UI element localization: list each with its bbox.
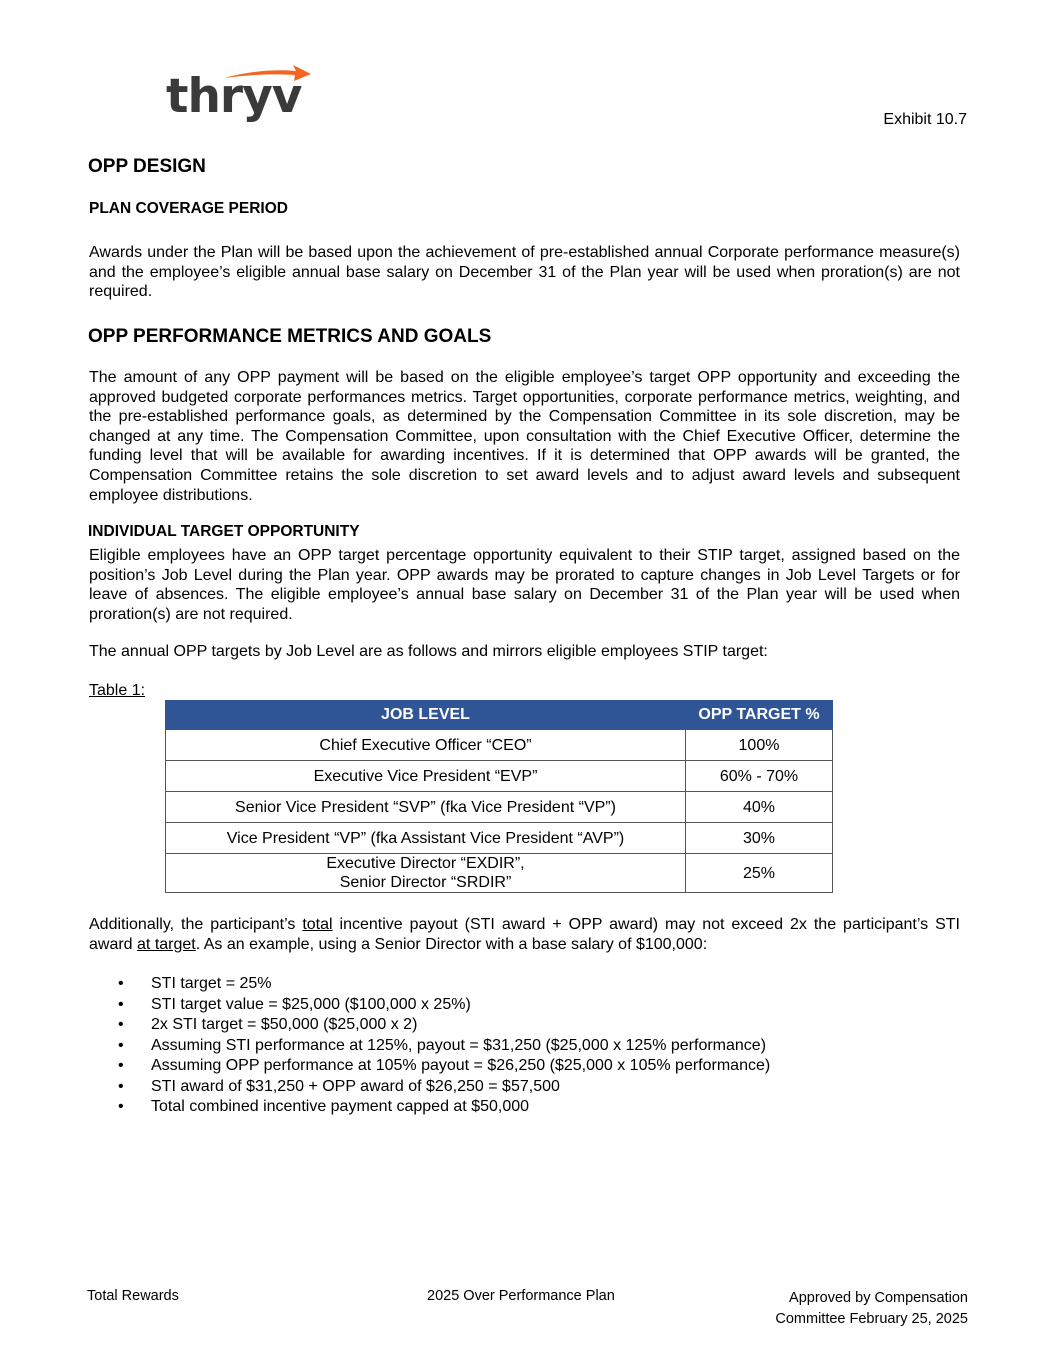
opp-design-title: OPP DESIGN (88, 156, 206, 177)
additional-text: . As an example, using a Senior Director with a base salary of $100,000: (195, 935, 708, 953)
individual-title: INDIVIDUAL TARGET OPPORTUNITY (88, 523, 360, 540)
thryv-logo (166, 62, 316, 124)
job-level-line: Executive Director “EXDIR”, (326, 855, 525, 872)
target-cell: 40% (686, 792, 833, 823)
target-cell: 60% - 70% (686, 761, 833, 792)
metrics-title: OPP PERFORMANCE METRICS AND GOALS (88, 326, 492, 347)
job-level-cell (166, 854, 686, 893)
individual-paragraph: Eligible employees have an OPP target percentage opportunity equivalent to their STIP target, assigned based on the position’s Job Level during the Plan year. OPP awards may be prorated to capture changes in Job Level Targets or for leave of absences. The eligible employee’s annual base salary on December 31 of the Plan year will be used when proration(s) are not required. (89, 547, 960, 623)
header-job-level: JOB LEVEL (166, 701, 686, 730)
job-level-line: Senior Director “SRDIR” (339, 874, 512, 891)
additional-text: incentive payout (STI award + OPP award) may not exceed 2x the participant’s STI award (89, 916, 960, 953)
job-level-cell: Chief Executive Officer “CEO” (166, 730, 686, 761)
target-cell: 30% (686, 823, 833, 854)
footer-right-line: Committee February 25, 2025 (775, 1311, 968, 1327)
table-header-row (166, 701, 833, 730)
total-underlined: total (302, 916, 333, 933)
example-bullet-list (110, 974, 770, 1118)
list-item: • STI target = 25% (110, 974, 770, 995)
coverage-title: PLAN COVERAGE PERIOD (89, 200, 288, 217)
list-item: • Assuming OPP performance at 105% payout = $26,250 ($25,000 x 105% performance) (110, 1056, 770, 1077)
table-row (166, 761, 833, 792)
table-row (166, 792, 833, 823)
footer-left: Total Rewards (87, 1288, 179, 1304)
targets-intro: The annual OPP targets by Job Level are as follows and mirrors eligible employees STIP target: (89, 643, 768, 660)
job-level-cell: Senior Vice President “SVP” (fka Vice President “VP”) (166, 792, 686, 823)
coverage-paragraph: Awards under the Plan will be based upon the achievement of pre-established annual Corporate performance measure(s) and the employee’s eligible annual base salary on December 31 of the Plan year will be used when proration(s) are not required. (89, 244, 960, 301)
at-target-underlined: at target (137, 935, 196, 953)
target-cell: 100% (686, 730, 833, 761)
target-cell: 25% (686, 854, 833, 893)
list-item: • Total combined incentive payment capped at $50,000 (110, 1097, 770, 1118)
table-row (166, 823, 833, 854)
list-item: • STI award of $31,250 + OPP award of $26,250 = $57,500 (110, 1077, 770, 1098)
logo-text: thryv (166, 69, 302, 124)
job-level-cell: Executive Vice President “EVP” (166, 761, 686, 792)
table-row (166, 730, 833, 761)
table-caption: Table 1: (89, 682, 146, 699)
job-level-cell: Vice President “VP” (fka Assistant Vice President “AVP”) (166, 823, 686, 854)
list-item: • STI target value = $25,000 ($100,000 x 25%) (110, 995, 770, 1016)
list-item: • 2x STI target = $50,000 ($25,000 x 2) (110, 1015, 770, 1036)
additional-paragraph (89, 915, 960, 954)
exhibit-label: Exhibit 10.7 (883, 111, 967, 128)
list-item: • Assuming STI performance at 125%, payout = $31,250 ($25,000 x 125% performance) (110, 1036, 770, 1057)
header-opp-target: OPP TARGET % (686, 701, 833, 730)
table-row (166, 854, 833, 893)
footer-right (775, 1288, 968, 1330)
footer-center: 2025 Over Performance Plan (427, 1288, 615, 1304)
opp-target-table (165, 700, 833, 893)
metrics-paragraph: The amount of any OPP payment will be based on the eligible employee’s target OPP opportunity and exceeding the approved budgeted corporate performances metrics. Target opportunities, corporate performance metrics, weighting, and the pre-established performance goals, as determined by the Compensation Committee in its sole discretion, may be changed at any time. The Compensation Committee, upon consultation with the Chief Executive Officer, determine the funding level that will be available for awarding incentives. If it is determined that OPP awards will be granted, the Compensation Committee retains the sole discretion to set award levels and to adjust award levels and subsequent employee distributions. (89, 369, 960, 504)
additional-text: Additionally, the participant’s (89, 916, 303, 933)
footer-right-line: Approved by Compensation (789, 1290, 968, 1306)
